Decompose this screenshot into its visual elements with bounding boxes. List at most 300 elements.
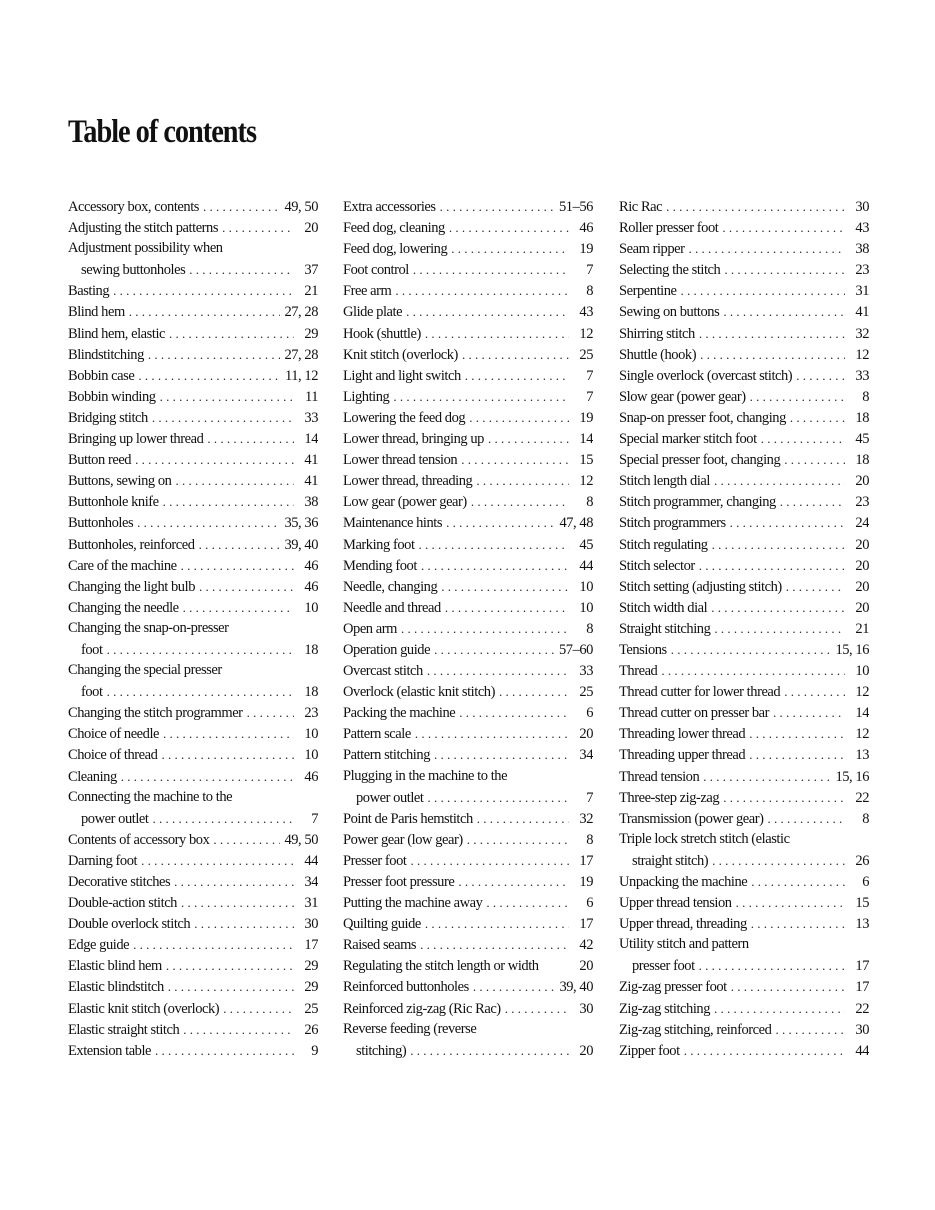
toc-entry-line xyxy=(343,428,593,449)
toc-entry-title: Darning foot xyxy=(68,852,138,869)
dot-leader xyxy=(181,892,294,913)
dot-leader xyxy=(761,428,845,449)
toc-entry xyxy=(343,323,593,344)
toc-entry-title: Zig-zag stitching xyxy=(619,1000,711,1017)
toc-entry-line xyxy=(68,386,318,407)
toc-entry-title: Plugging in the machine to the xyxy=(343,767,508,784)
dot-leader xyxy=(174,871,294,892)
toc-entry xyxy=(68,386,318,407)
dot-leader xyxy=(175,470,294,491)
toc-entry xyxy=(68,955,318,976)
toc-page-number: 41 xyxy=(304,452,318,469)
toc-entry-line xyxy=(343,555,593,576)
toc-page-number: 38 xyxy=(304,494,318,511)
toc-entry-line xyxy=(619,323,869,344)
toc-page-number: 46 xyxy=(304,578,318,595)
toc-entry-title: Extra accessories xyxy=(343,199,436,215)
toc-entry-title: Changing the snap-on-presser xyxy=(68,619,229,636)
toc-page-number: 6 xyxy=(862,874,869,890)
dot-leader xyxy=(410,850,569,871)
toc-entry-title: Upper thread tension xyxy=(619,895,732,912)
toc-page-number: 23 xyxy=(304,705,318,722)
toc-entry xyxy=(343,280,593,301)
toc-entry-title: Packing the machine xyxy=(343,705,456,722)
toc-entry-title: Elastic knit stitch (overlock) xyxy=(68,1000,220,1017)
toc-entry-line xyxy=(619,386,869,407)
toc-page-number: 49, 50 xyxy=(284,199,318,215)
toc-entry-line xyxy=(619,512,869,533)
toc-entry xyxy=(343,259,593,280)
toc-page-number: 19 xyxy=(579,241,593,258)
dot-leader xyxy=(790,407,845,428)
toc-entry-line xyxy=(343,744,593,765)
dot-leader xyxy=(434,744,569,765)
toc-entry-title: Elastic straight stitch xyxy=(68,1021,180,1038)
toc-page-number: 46 xyxy=(304,768,318,785)
toc-entry-title: Serpentine xyxy=(619,283,677,300)
toc-entry xyxy=(68,428,318,449)
toc-page-number: 26 xyxy=(855,852,869,869)
toc-entry-line xyxy=(68,766,318,787)
toc-entry xyxy=(619,892,869,913)
dot-leader xyxy=(723,787,845,808)
toc-page-number: 20 xyxy=(855,599,869,616)
toc-page-number: 14 xyxy=(855,705,869,722)
toc-entry-title: Transmission (power gear) xyxy=(619,810,764,827)
toc-entry-line xyxy=(68,449,318,470)
dot-leader xyxy=(194,913,294,934)
dot-leader xyxy=(113,280,294,301)
toc-entry xyxy=(619,534,869,555)
toc-entry-line xyxy=(68,534,318,555)
toc-page-number: 30 xyxy=(579,1000,593,1017)
toc-entry-title: Lower thread tension xyxy=(343,452,458,469)
dot-leader xyxy=(420,934,569,955)
dot-leader xyxy=(166,955,294,976)
toc-entry-title: Sewing on buttons xyxy=(619,304,720,321)
toc-entry-line xyxy=(619,449,869,470)
toc-entry xyxy=(619,449,869,470)
toc-entry-title: Extension table xyxy=(68,1042,152,1059)
toc-page-number: 33 xyxy=(304,409,318,426)
toc-page-number: 10 xyxy=(579,578,593,595)
toc-entry-line xyxy=(343,407,593,428)
toc-page-number: 23 xyxy=(855,262,869,279)
toc-entry-line xyxy=(343,323,593,344)
dot-leader xyxy=(148,344,281,365)
toc-page-number: 38 xyxy=(855,241,869,258)
toc-entry xyxy=(619,576,869,597)
toc-entry-title: Upper thread, threading xyxy=(619,916,747,933)
toc-entry xyxy=(68,998,318,1019)
toc-entry xyxy=(68,787,318,829)
toc-entry-line xyxy=(343,681,593,702)
toc-page-number: 29 xyxy=(304,958,318,975)
toc-page-number: 18 xyxy=(304,684,318,701)
toc-entry xyxy=(619,512,869,533)
toc-entry-line xyxy=(343,871,593,892)
toc-entry-title: Stitch setting (adjusting stitch) xyxy=(619,578,782,595)
toc-page-number: 7 xyxy=(586,367,593,384)
toc-entry xyxy=(343,871,593,892)
toc-entry-line xyxy=(68,238,318,259)
toc-page-number: 27, 28 xyxy=(284,346,318,363)
toc-entry xyxy=(619,597,869,618)
toc-entry-line xyxy=(343,217,593,238)
toc-entry-title: Edge guide xyxy=(68,937,130,954)
toc-entry xyxy=(68,850,318,871)
toc-entry-title: Zig-zag presser foot xyxy=(619,979,727,996)
dot-leader xyxy=(421,555,569,576)
toc-entry-title: Unpacking the machine xyxy=(619,874,748,890)
toc-entry-title: Bobbin winding xyxy=(68,388,156,405)
dot-leader xyxy=(406,301,569,322)
toc-entry-line xyxy=(343,934,593,955)
toc-entry-line xyxy=(343,723,593,744)
toc-entry-line xyxy=(343,660,593,681)
toc-entry-title: Point de Paris hemstitch xyxy=(343,810,473,827)
toc-page-number: 20 xyxy=(579,726,593,743)
toc-entry-title: Reverse feeding (reverse xyxy=(343,1020,477,1037)
toc-entry-line xyxy=(619,259,869,280)
toc-entry-title: Buttons, sewing on xyxy=(68,473,172,490)
toc-entry-title: Single overlock (overcast stitch) xyxy=(619,367,793,384)
toc-entry xyxy=(343,301,593,322)
toc-entry xyxy=(68,407,318,428)
toc-entry xyxy=(68,976,318,997)
dot-leader xyxy=(247,702,294,723)
toc-entry-title: Choice of needle xyxy=(68,726,160,743)
toc-entry-title: Shuttle (hook) xyxy=(619,346,697,363)
toc-page-number: 45 xyxy=(855,431,869,448)
toc-entry xyxy=(68,301,318,322)
toc-entry-title: Zipper foot xyxy=(619,1042,680,1059)
toc-page-number: 20 xyxy=(855,578,869,595)
toc-entry xyxy=(68,913,318,934)
toc-entry-line xyxy=(68,850,318,871)
toc-entry xyxy=(619,871,869,892)
toc-page-number: 20 xyxy=(579,1042,593,1059)
toc-page-number: 46 xyxy=(579,220,593,237)
toc-entry xyxy=(343,534,593,555)
toc-entry-title: Threading upper thread xyxy=(619,747,746,764)
toc-entry-line xyxy=(68,618,318,639)
toc-page-number: 21 xyxy=(304,283,318,300)
toc-entry xyxy=(68,217,318,238)
toc-entry-line xyxy=(619,555,869,576)
toc-page-number: 34 xyxy=(579,747,593,764)
toc-entry xyxy=(68,555,318,576)
dot-leader xyxy=(189,259,294,280)
toc-entry-line xyxy=(343,1019,593,1040)
toc-page-number: 43 xyxy=(855,220,869,237)
dot-leader xyxy=(107,681,294,702)
toc-page-number: 17 xyxy=(855,958,869,975)
toc-page-number: 20 xyxy=(855,557,869,574)
dot-leader xyxy=(775,1019,845,1040)
toc-entry xyxy=(343,365,593,386)
toc-page-number: 17 xyxy=(579,852,593,869)
toc-entry-line xyxy=(619,597,869,618)
toc-page-number: 46 xyxy=(304,557,318,574)
dot-leader xyxy=(712,534,845,555)
toc-entry xyxy=(343,428,593,449)
toc-entry-line xyxy=(68,787,318,808)
toc-page-number: 12 xyxy=(855,346,869,363)
toc-entry xyxy=(343,512,593,533)
dot-leader xyxy=(731,976,845,997)
toc-entry-line xyxy=(68,428,318,449)
toc-entry xyxy=(619,829,869,871)
toc-page-number: 19 xyxy=(579,874,593,890)
toc-entry xyxy=(619,407,869,428)
toc-entry-line xyxy=(343,618,593,639)
dot-leader xyxy=(163,723,294,744)
toc-entry-title: Reinforced zig-zag (Ric Rac) xyxy=(343,1000,501,1017)
toc-entry-title: Light and light switch xyxy=(343,367,461,384)
toc-entry-line xyxy=(619,470,869,491)
toc-entry xyxy=(343,217,593,238)
dot-leader xyxy=(141,850,294,871)
toc-page-number: 25 xyxy=(579,684,593,701)
dot-leader xyxy=(183,597,294,618)
toc-entry-line xyxy=(343,280,593,301)
toc-column-2 xyxy=(343,196,593,1061)
toc-page-number: 39, 40 xyxy=(284,536,318,553)
dot-leader xyxy=(425,913,569,934)
toc-entry-line xyxy=(68,217,318,238)
dot-leader xyxy=(425,323,569,344)
toc-entry xyxy=(619,470,869,491)
toc-entry xyxy=(619,618,869,639)
dot-leader xyxy=(730,512,845,533)
toc-entry xyxy=(343,576,593,597)
toc-entry-title: Threading lower thread xyxy=(619,726,746,743)
toc-entry-line xyxy=(343,766,593,787)
toc-page-number: 17 xyxy=(304,937,318,954)
toc-entry-title: Buttonholes xyxy=(68,515,134,532)
toc-entry-title: Presser foot pressure xyxy=(343,874,455,890)
toc-entry-line xyxy=(68,576,318,597)
toc-entry xyxy=(68,892,318,913)
toc-page-number: 8 xyxy=(586,620,593,637)
toc-entry xyxy=(343,597,593,618)
toc-entry-title: Buttonhole knife xyxy=(68,494,159,511)
toc-entry xyxy=(343,998,593,1019)
toc-entry-line xyxy=(619,787,869,808)
toc-entry xyxy=(619,766,869,787)
toc-entry-line xyxy=(619,660,869,681)
toc-entry-line xyxy=(619,1019,869,1040)
toc-entry-line xyxy=(619,702,869,723)
dot-leader xyxy=(751,871,845,892)
toc-entry xyxy=(619,1040,869,1061)
toc-entry-line xyxy=(619,976,869,997)
toc-entry xyxy=(619,744,869,765)
toc-page-number: 41 xyxy=(855,304,869,321)
toc-entry-title: sewing buttonholes xyxy=(81,262,186,279)
toc-page-number: 15 xyxy=(855,895,869,912)
toc-entry-title: Elastic blind hem xyxy=(68,958,162,975)
toc-page-number: 30 xyxy=(855,199,869,215)
toc-entry xyxy=(343,702,593,723)
dot-leader xyxy=(213,829,280,850)
toc-entry-title: Contents of accessory box xyxy=(68,831,210,848)
toc-entry-title: Changing the light bulb xyxy=(68,578,195,595)
dot-leader xyxy=(473,976,556,997)
dot-leader xyxy=(749,744,845,765)
toc-entry-line xyxy=(619,217,869,238)
toc-page-number: 11 xyxy=(304,388,318,405)
dot-leader xyxy=(440,196,555,217)
toc-entry-title: Three-step zig-zag xyxy=(619,789,720,806)
toc-entry xyxy=(68,238,318,280)
dot-leader xyxy=(666,196,845,217)
toc-page-number: 22 xyxy=(855,1000,869,1017)
toc-page-number: 25 xyxy=(304,1000,318,1017)
dot-leader xyxy=(461,449,569,470)
toc-entry-title: Lowering the feed dog xyxy=(343,409,466,426)
toc-page-number: 7 xyxy=(586,388,593,405)
toc-entry xyxy=(68,280,318,301)
toc-page-number: 31 xyxy=(855,283,869,300)
toc-entry-title: Double-action stitch xyxy=(68,895,177,912)
toc-entry-line xyxy=(68,723,318,744)
toc-page-number: 30 xyxy=(304,916,318,933)
dot-leader xyxy=(700,344,845,365)
toc-page-number: 18 xyxy=(855,409,869,426)
toc-entry-line xyxy=(68,702,318,723)
toc-entry-title: Needle and thread xyxy=(343,599,441,616)
toc-page-number: 29 xyxy=(304,325,318,342)
toc-entry-title: Connecting the machine to the xyxy=(68,788,233,805)
toc-page-number: 27, 28 xyxy=(284,304,318,321)
toc-entry-line xyxy=(68,323,318,344)
toc-entry xyxy=(619,386,869,407)
dot-leader xyxy=(207,428,294,449)
dot-leader xyxy=(401,618,569,639)
toc-entry xyxy=(619,913,869,934)
toc-entry xyxy=(68,534,318,555)
toc-entry xyxy=(343,555,593,576)
toc-entry-line xyxy=(619,681,869,702)
toc-entry-line xyxy=(68,597,318,618)
toc-page-number: 32 xyxy=(855,325,869,342)
toc-entry-title: Maintenance hints xyxy=(343,515,443,532)
toc-entry-title: Triple lock stretch stitch (elastic xyxy=(619,830,790,847)
toc-entry xyxy=(343,934,593,955)
toc-entry-title: Lower thread, bringing up xyxy=(343,431,484,448)
toc-entry xyxy=(68,344,318,365)
toc-entry-title: Utility stitch and pattern xyxy=(619,936,749,953)
dot-leader xyxy=(152,407,294,428)
toc-entry-title: Marking foot xyxy=(343,536,415,553)
toc-entry-line xyxy=(343,955,593,976)
toc-entry-title: Thread xyxy=(619,663,658,680)
toc-entry-line xyxy=(343,365,593,386)
dot-leader xyxy=(135,449,294,470)
toc-entry xyxy=(343,449,593,470)
dot-leader xyxy=(169,323,294,344)
toc-entry-line xyxy=(68,1019,318,1040)
dot-leader xyxy=(222,217,294,238)
toc-page-number: 23 xyxy=(855,494,869,511)
toc-entry-line xyxy=(68,491,318,512)
toc-entry xyxy=(619,217,869,238)
toc-page-number: 45 xyxy=(579,536,593,553)
toc-entry xyxy=(68,618,318,660)
toc-page-number: 25 xyxy=(579,346,593,363)
toc-entry xyxy=(343,723,593,744)
dot-leader xyxy=(671,639,832,660)
toc-entry-line xyxy=(619,534,869,555)
toc-entry-line xyxy=(68,871,318,892)
toc-entry xyxy=(68,323,318,344)
toc-page-number: 15, 16 xyxy=(835,768,869,785)
toc-entry-title: Low gear (power gear) xyxy=(343,494,467,511)
toc-entry-line xyxy=(619,238,869,259)
toc-entry-line xyxy=(68,301,318,322)
dot-leader xyxy=(410,1040,569,1061)
toc-entry-title: Putting the machine away xyxy=(343,895,483,912)
toc-entry-title: Stitch regulating xyxy=(619,536,708,553)
toc-page-number: 7 xyxy=(586,789,593,806)
toc-entry-line xyxy=(343,576,593,597)
toc-page-number: 20 xyxy=(304,220,318,237)
toc-entry-title: Zig-zag stitching, reinforced xyxy=(619,1021,772,1038)
dot-leader xyxy=(749,723,845,744)
dot-leader xyxy=(427,660,569,681)
toc-entry xyxy=(619,723,869,744)
dot-leader xyxy=(203,196,280,217)
toc-entry xyxy=(343,850,593,871)
toc-entry xyxy=(619,998,869,1019)
toc-entry xyxy=(343,744,593,765)
toc-entry-line xyxy=(343,512,593,533)
dot-leader xyxy=(796,365,845,386)
toc-page-number: 39, 40 xyxy=(559,979,593,996)
toc-entry-title: Blind hem, elastic xyxy=(68,325,166,342)
toc-page-number: 12 xyxy=(855,726,869,743)
toc-entry xyxy=(68,766,318,787)
toc-page-number: 6 xyxy=(586,705,593,722)
toc-entry-title: Feed dog, lowering xyxy=(343,241,448,258)
toc-entry-line xyxy=(343,534,593,555)
toc-entry-line xyxy=(343,850,593,871)
toc-entry xyxy=(619,428,869,449)
toc-page-number: 24 xyxy=(855,515,869,532)
toc-entry-continuation xyxy=(619,955,869,976)
dot-leader xyxy=(138,365,281,386)
toc-entry-title: Decorative stitches xyxy=(68,874,171,890)
toc-entry-line xyxy=(619,280,869,301)
dot-leader xyxy=(699,323,845,344)
dot-leader xyxy=(469,407,569,428)
dot-leader xyxy=(199,534,281,555)
toc-entry xyxy=(619,323,869,344)
dot-leader xyxy=(780,491,845,512)
dot-leader xyxy=(476,470,569,491)
toc-entry-title: Pattern scale xyxy=(343,726,411,743)
toc-entry-title: Bringing up lower thread xyxy=(68,431,204,448)
dot-leader xyxy=(699,555,845,576)
toc-page-number: 34 xyxy=(304,874,318,890)
toc-entry xyxy=(68,365,318,386)
toc-entry-line xyxy=(68,555,318,576)
toc-entry-line xyxy=(619,934,869,955)
toc-entry xyxy=(619,702,869,723)
toc-entry-title: Roller presser foot xyxy=(619,220,719,237)
